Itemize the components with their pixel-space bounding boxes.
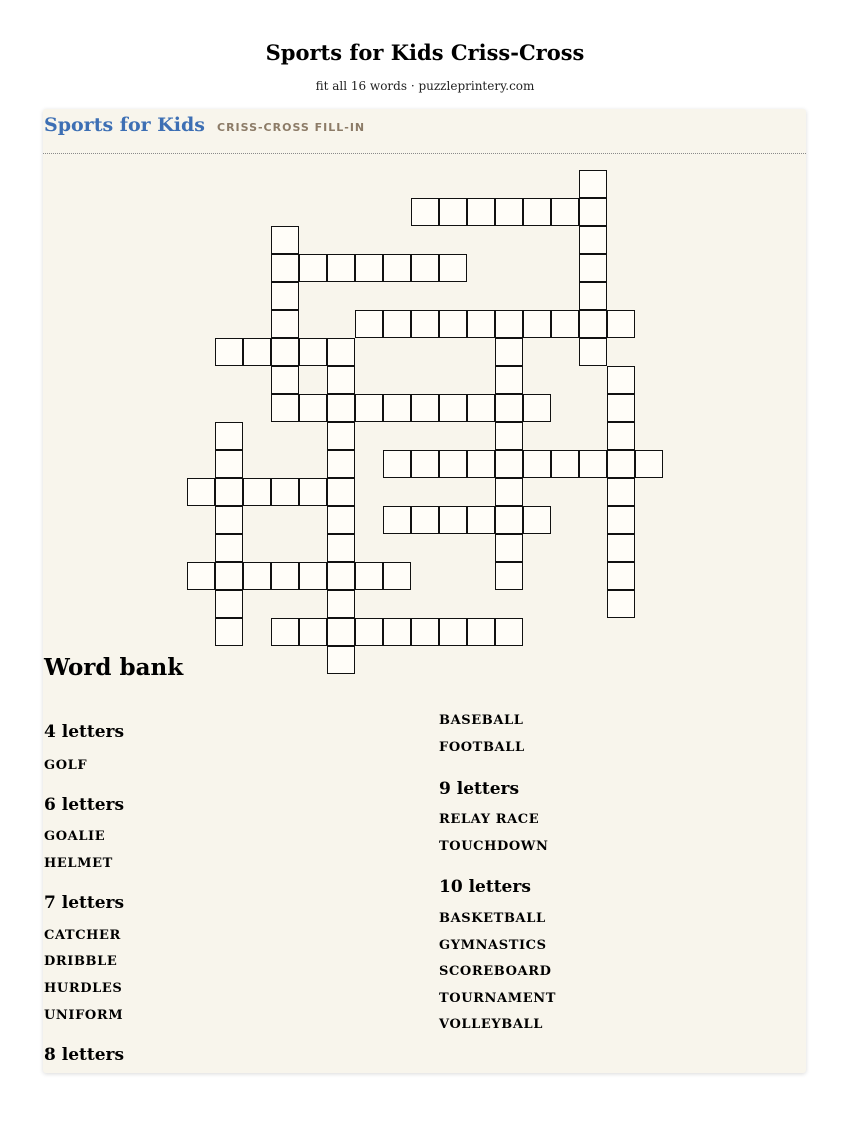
grid-cell[interactable] [551,450,579,478]
word-bank-heading: Word bank [44,654,184,681]
grid-cell[interactable] [607,394,635,422]
word-item: GOALIE [44,829,106,844]
grid-cell[interactable] [523,394,551,422]
grid-cell[interactable] [271,478,299,506]
grid-cell[interactable] [411,254,439,282]
grid-cell[interactable] [327,338,355,366]
grid-cell[interactable] [411,394,439,422]
grid-cell[interactable] [579,226,607,254]
grid-cell[interactable] [187,478,215,506]
grid-cell[interactable] [355,254,383,282]
grid-cell[interactable] [439,394,467,422]
grid-cell[interactable] [383,506,411,534]
grid-cell[interactable] [271,618,299,646]
grid-cell[interactable] [299,478,327,506]
grid-cell[interactable] [327,562,355,590]
grid-cell[interactable] [467,506,495,534]
word-item: CATCHER [44,928,121,943]
grid-cell[interactable] [383,394,411,422]
grid-cell[interactable] [523,506,551,534]
grid-cell[interactable] [495,562,523,590]
grid-cell[interactable] [271,282,299,310]
grid-cell[interactable] [523,310,551,338]
grid-cell[interactable] [579,170,607,198]
word-item: GOLF [44,758,88,773]
grid-cell[interactable] [215,338,243,366]
grid-cell[interactable] [215,450,243,478]
grid-cell[interactable] [299,618,327,646]
grid-cell[interactable] [439,198,467,226]
grid-cell[interactable] [495,422,523,450]
grid-cell[interactable] [215,618,243,646]
grid-cell[interactable] [299,394,327,422]
word-item: HURDLES [44,981,123,996]
grid-cell[interactable] [439,450,467,478]
grid-cell[interactable] [579,338,607,366]
grid-cell[interactable] [187,562,215,590]
grid-cell[interactable] [467,310,495,338]
grid-cell[interactable] [495,310,523,338]
grid-cell[interactable] [271,562,299,590]
grid-cell[interactable] [551,310,579,338]
grid-cell[interactable] [355,618,383,646]
grid-cell[interactable] [579,198,607,226]
grid-cell[interactable] [327,394,355,422]
grid-cell[interactable] [215,562,243,590]
grid-cell[interactable] [411,198,439,226]
grid-cell[interactable] [327,590,355,618]
grid-cell[interactable] [383,562,411,590]
grid-cell[interactable] [607,366,635,394]
word-item: BASKETBALL [439,911,546,926]
grid-cell[interactable] [215,506,243,534]
grid-cell[interactable] [383,450,411,478]
grid-cell[interactable] [243,478,271,506]
grid-cell[interactable] [271,254,299,282]
grid-cell[interactable] [467,450,495,478]
card-title: Sports for Kids [44,114,205,136]
grid-cell[interactable] [579,450,607,478]
grid-cell[interactable] [495,534,523,562]
grid-cell[interactable] [411,506,439,534]
grid-cell[interactable] [495,394,523,422]
grid-cell[interactable] [607,450,635,478]
grid-cell[interactable] [635,450,663,478]
grid-cell[interactable] [495,506,523,534]
group-heading: 10 letters [439,877,531,897]
grid-cell[interactable] [243,562,271,590]
grid-cell[interactable] [467,618,495,646]
grid-cell[interactable] [327,534,355,562]
grid-cell[interactable] [467,198,495,226]
grid-cell[interactable] [579,282,607,310]
grid-cell[interactable] [439,254,467,282]
grid-cell[interactable] [411,618,439,646]
grid-cell[interactable] [299,254,327,282]
grid-cell[interactable] [327,422,355,450]
grid-cell[interactable] [355,562,383,590]
word-item: VOLLEYBALL [439,1017,544,1032]
grid-cell[interactable] [607,590,635,618]
word-item: TOUCHDOWN [439,839,549,854]
word-item: BASEBALL [439,713,524,728]
page-title: Sports for Kids Criss-Cross [265,40,585,65]
grid-cell[interactable] [215,422,243,450]
grid-cell[interactable] [355,310,383,338]
word-item: HELMET [44,856,113,871]
word-item: TOURNAMENT [439,991,556,1006]
group-heading: 9 letters [439,779,520,799]
grid-cell[interactable] [271,226,299,254]
word-item: GYMNASTICS [439,938,547,953]
grid-cell[interactable] [579,254,607,282]
grid-cell[interactable] [579,310,607,338]
grid-cell[interactable] [607,534,635,562]
grid-cell[interactable] [215,590,243,618]
grid-cell[interactable] [271,366,299,394]
grid-cell[interactable] [327,366,355,394]
grid-cell[interactable] [383,254,411,282]
word-item: FOOTBALL [439,740,525,755]
group-heading: 4 letters [44,722,125,742]
grid-cell[interactable] [327,478,355,506]
card-kicker: CRISS-CROSS FILL-IN [217,121,366,134]
word-item: RELAY RACE [439,812,540,827]
grid-cell[interactable] [439,618,467,646]
grid-cell[interactable] [383,310,411,338]
grid-cell[interactable] [467,394,495,422]
word-item: SCOREBOARD [439,964,552,979]
grid-cell[interactable] [495,618,523,646]
grid-cell[interactable] [215,534,243,562]
group-heading: 7 letters [44,893,125,913]
grid-cell[interactable] [523,450,551,478]
grid-cell[interactable] [299,562,327,590]
grid-cell[interactable] [327,618,355,646]
grid-cell[interactable] [439,506,467,534]
grid-cell[interactable] [355,394,383,422]
grid-cell[interactable] [327,450,355,478]
group-heading: 6 letters [44,795,125,815]
grid-cell[interactable] [495,338,523,366]
grid-cell[interactable] [215,478,243,506]
grid-cell[interactable] [411,450,439,478]
word-item: UNIFORM [44,1008,124,1023]
grid-cell[interactable] [299,338,327,366]
page-subtitle: fit all 16 words · puzzleprintery.com [315,79,535,93]
grid-cell[interactable] [495,198,523,226]
grid-cell[interactable] [243,338,271,366]
grid-cell[interactable] [327,506,355,534]
grid-cell[interactable] [383,618,411,646]
grid-cell[interactable] [495,366,523,394]
grid-cell[interactable] [327,646,355,674]
grid-cell[interactable] [607,478,635,506]
grid-cell[interactable] [271,310,299,338]
grid-cell[interactable] [607,506,635,534]
grid-cell[interactable] [271,338,299,366]
grid-cell[interactable] [327,254,355,282]
grid-cell[interactable] [607,422,635,450]
group-heading: 8 letters [44,1045,125,1065]
grid-cell[interactable] [607,562,635,590]
grid-cell[interactable] [271,394,299,422]
grid-cell[interactable] [551,198,579,226]
grid-cell[interactable] [523,198,551,226]
grid-cell[interactable] [495,478,523,506]
grid-cell[interactable] [495,450,523,478]
grid-cell[interactable] [607,310,635,338]
word-item: DRIBBLE [44,954,118,969]
grid-cell[interactable] [411,310,439,338]
grid-cell[interactable] [439,310,467,338]
